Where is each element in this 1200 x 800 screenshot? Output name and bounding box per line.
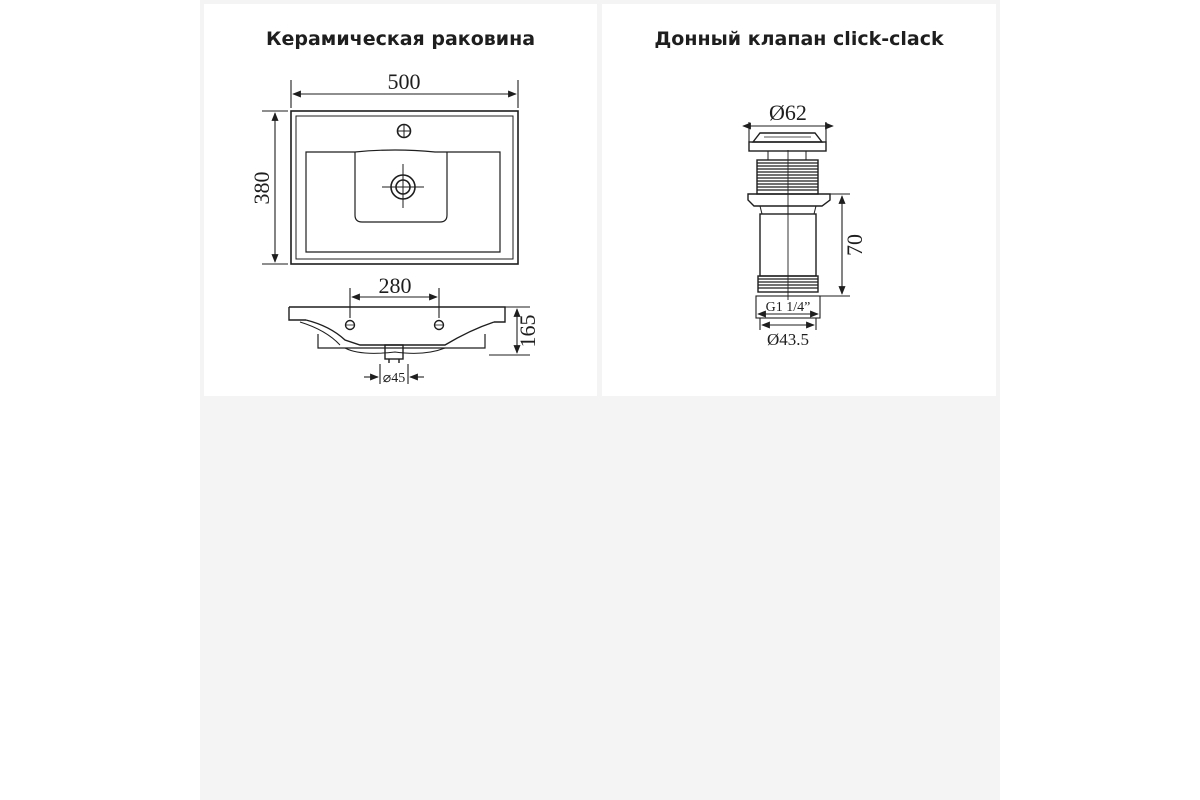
valve-thread-hatch: [757, 163, 818, 288]
body-diameter-dimension: [760, 318, 816, 330]
valve-panel-title: Донный клапан click-clack: [654, 28, 944, 50]
sink-height-label: 165: [515, 314, 540, 348]
sink-depth-label: 380: [249, 171, 274, 205]
sink-side-view: [289, 307, 505, 363]
sink-top-view: [291, 111, 518, 264]
bowl-width-label: 280: [378, 273, 412, 298]
sink-width-label: 500: [387, 69, 421, 94]
thread-label: G1 1/4”: [765, 300, 811, 315]
cap-diameter-label: Ø62: [769, 100, 807, 125]
sink-panel-title: Керамическая раковина: [265, 28, 536, 50]
body-diameter-label: Ø43.5: [766, 330, 810, 349]
drain-diameter-label: ⌀45: [382, 371, 406, 386]
valve-drawing: [748, 133, 830, 300]
valve-height-label: 70: [842, 234, 867, 256]
